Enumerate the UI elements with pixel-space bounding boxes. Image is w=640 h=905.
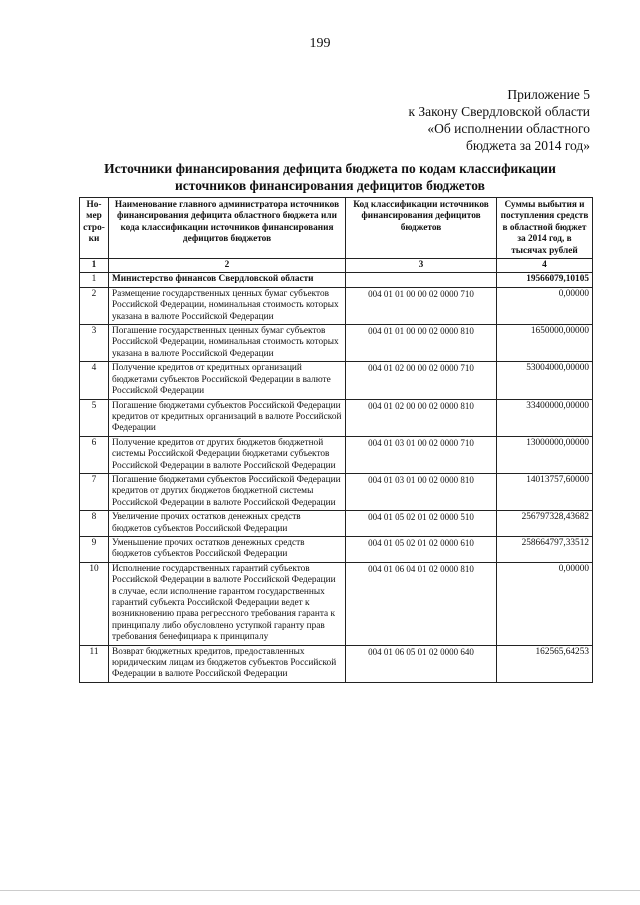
- appendix-line-3: «Об исполнении областного: [427, 121, 590, 136]
- header-name: Наименование главного администратора источников финансирования дефицита областного бюджета или кода классификации источников финансирования дефицитов бюджетов: [109, 198, 346, 259]
- appendix-line-4: бюджета за 2014 год»: [466, 138, 590, 153]
- table-row: [80, 511, 593, 537]
- row-code: 004 01 05 02 01 02 0000 510: [346, 511, 497, 537]
- table-row: [80, 562, 593, 645]
- row-number: 1: [80, 273, 109, 287]
- row-number: 4: [80, 362, 109, 399]
- row-code: [346, 273, 497, 287]
- row-sum: 258664797,33512: [497, 536, 593, 562]
- table-row: [80, 325, 593, 362]
- table-row: [80, 273, 593, 287]
- row-code: 004 01 01 00 00 02 0000 810: [346, 325, 497, 362]
- column-number: 1: [80, 259, 109, 273]
- title-line-1: Источники финансирования дефицита бюджета по кодам классификации: [104, 161, 556, 176]
- page-bottom-edge: [0, 890, 640, 891]
- row-name: Уменьшение прочих остатков денежных средств бюджетов субъектов Российской Федерации: [109, 536, 346, 562]
- appendix-line-2: к Закону Свердловской области: [408, 104, 590, 119]
- header-sum: Суммы выбытия и поступления средств в областной бюджет за 2014 год, в тысячах рублей: [497, 198, 593, 259]
- row-code: 004 01 03 01 00 02 0000 810: [346, 473, 497, 510]
- row-sum: 19566079,10105: [497, 273, 593, 287]
- header-code: Код классификации источников финансирования дефицитов бюджетов: [346, 198, 497, 259]
- row-code: 004 01 06 04 01 02 0000 810: [346, 562, 497, 645]
- column-number: 4: [497, 259, 593, 273]
- table-header-row: [80, 198, 593, 259]
- table-row: [80, 536, 593, 562]
- row-code: 004 01 01 00 00 02 0000 710: [346, 287, 497, 324]
- table-row: [80, 645, 593, 682]
- column-number: 3: [346, 259, 497, 273]
- row-name: Получение кредитов от других бюджетов бюджетной системы Российской Федерации бюджетами субъектов Российской Федерации в валюте Российской Федерации: [109, 436, 346, 473]
- row-number: 7: [80, 473, 109, 510]
- row-code: 004 01 05 02 01 02 0000 610: [346, 536, 497, 562]
- table-row: [80, 436, 593, 473]
- document-title: [100, 160, 560, 194]
- table-row: [80, 473, 593, 510]
- appendix-line-1: Приложение 5: [507, 87, 590, 102]
- column-number: 2: [109, 259, 346, 273]
- row-sum: 14013757,60000: [497, 473, 593, 510]
- row-code: 004 01 02 00 00 02 0000 710: [346, 362, 497, 399]
- row-name: Погашение бюджетами субъектов Российской Федерации кредитов от других бюджетов бюджетной системы Российской Федерации в валюте Российской Федерации: [109, 473, 346, 510]
- row-number: 10: [80, 562, 109, 645]
- title-line-2: источников финансирования дефицитов бюджетов: [175, 178, 485, 193]
- row-name: Возврат бюджетных кредитов, предоставленных юридическим лицам из бюджетов субъектов Российской Федерации в валюте Российской Федерации: [109, 645, 346, 682]
- row-sum: 13000000,00000: [497, 436, 593, 473]
- row-sum: 256797328,43682: [497, 511, 593, 537]
- row-sum: 0,00000: [497, 287, 593, 324]
- row-number: 2: [80, 287, 109, 324]
- page-number: 199: [309, 36, 331, 51]
- row-number: 6: [80, 436, 109, 473]
- row-number: 8: [80, 511, 109, 537]
- row-name: Министерство финансов Свердловской области: [109, 273, 346, 287]
- row-name: Погашение государственных ценных бумаг субъектов Российской Федерации, номинальная стоимость которых указана в валюте Российской Федерации: [109, 325, 346, 362]
- row-sum: 53004000,00000: [497, 362, 593, 399]
- row-number: 5: [80, 399, 109, 436]
- table-row: [80, 362, 593, 399]
- table-row: [80, 287, 593, 324]
- row-sum: 0,00000: [497, 562, 593, 645]
- row-name: Размещение государственных ценных бумаг субъектов Российской Федерации, номинальная стоимость которых указана в валюте Российской Федерации: [109, 287, 346, 324]
- financing-sources-table: [79, 197, 593, 683]
- row-sum: 1650000,00000: [497, 325, 593, 362]
- header-row-number: Но-мер стро-ки: [80, 198, 109, 259]
- table-row: [80, 399, 593, 436]
- row-name: Увеличение прочих остатков денежных средств бюджетов субъектов Российской Федерации: [109, 511, 346, 537]
- column-number-row: [80, 259, 593, 273]
- row-sum: 33400000,00000: [497, 399, 593, 436]
- row-name: Получение кредитов от кредитных организаций бюджетами субъектов Российской Федерации в валюте Российской Федерации: [109, 362, 346, 399]
- row-name: Исполнение государственных гарантий субъектов Российской Федерации в валюте Российской Федерации в случае, если исполнение гарантом государственных гарантий субъекта Российской Федерации ведет к возникновению права регрессного требования гаранта к принципалу либо обусловлено уступкой гаранту прав требования бенефициара к принципалу: [109, 562, 346, 645]
- row-sum: 162565,64253: [497, 645, 593, 682]
- row-name: Погашение бюджетами субъектов Российской Федерации кредитов от кредитных организаций в валюте Российской Федерации: [109, 399, 346, 436]
- row-code: 004 01 06 05 01 02 0000 640: [346, 645, 497, 682]
- appendix-block: [408, 86, 590, 154]
- row-number: 9: [80, 536, 109, 562]
- row-code: 004 01 03 01 00 02 0000 710: [346, 436, 497, 473]
- row-number: 11: [80, 645, 109, 682]
- row-number: 3: [80, 325, 109, 362]
- row-code: 004 01 02 00 00 02 0000 810: [346, 399, 497, 436]
